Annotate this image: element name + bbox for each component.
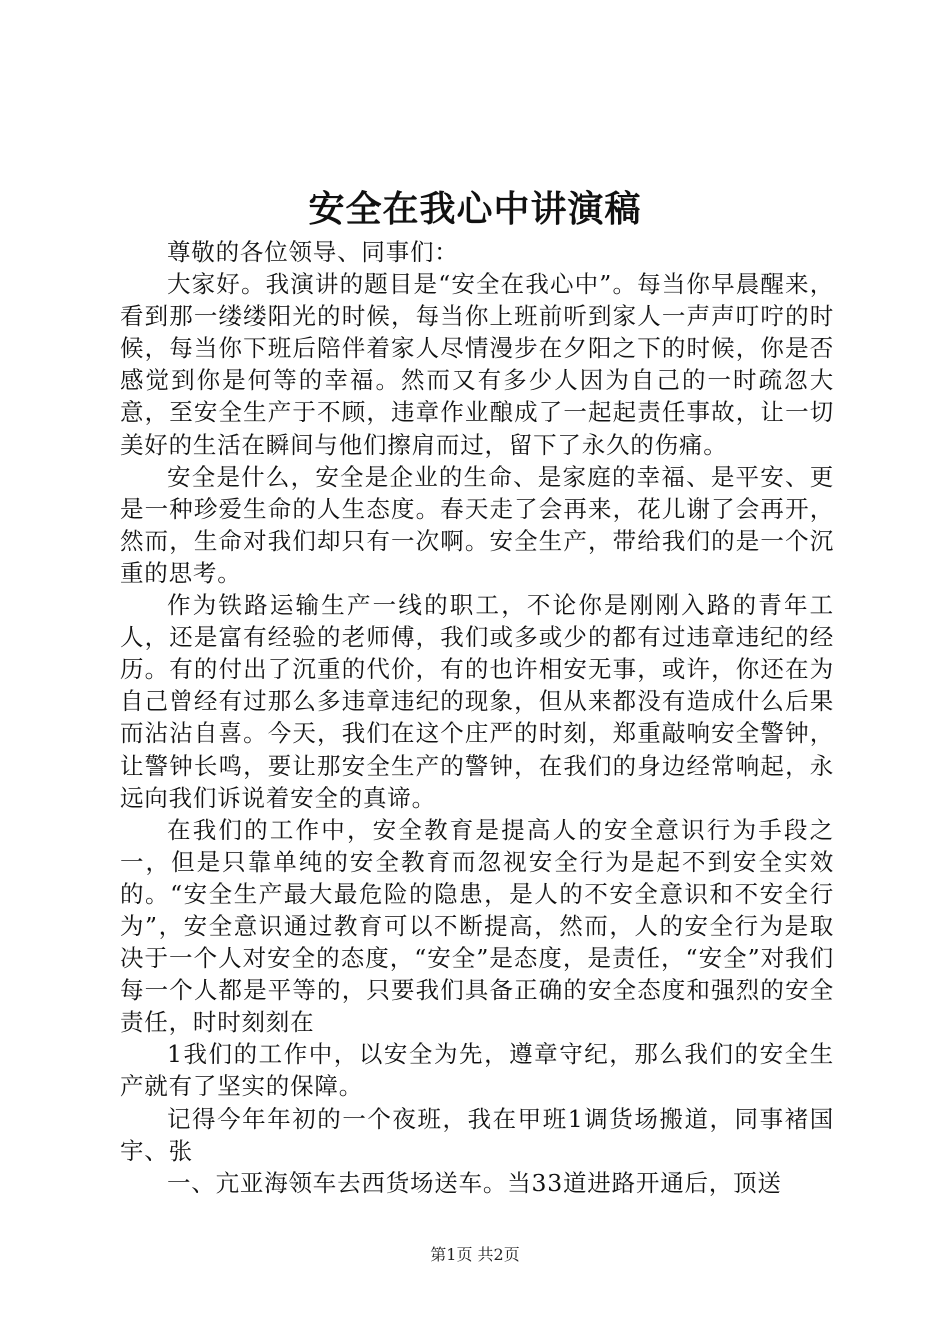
body-paragraph: 一、亢亚海领车去西货场送车。当33道进路开通后，顶送 (167, 1168, 782, 1197)
body-paragraph: 大家好。我演讲的题目是“安全在我心中”。每当你早晨醒来，看到那一缕缕阳光的时候，每当你上班前听到家人一声声叮咛的时候，每当你下班后陪伴着家人尽情漫步在夕阳之下的时候，你是否感觉到你是何等的幸福。然而又有多少人因为自己的一时疏忽大意，至安全生产于不顾，违章作业酿成了一起起责任事故，让一切美好的生活在瞬间与他们擦肩而过，留下了永久的伤痛。 (120, 270, 834, 459)
salutation-paragraph: 尊敬的各位领导、同事们： (167, 238, 459, 266)
body-paragraph: 记得今年年初的一个夜班，我在甲班1调货场搬道，同事褚国宇、张 (120, 1104, 834, 1165)
body-paragraph: 1我们的工作中，以安全为先，遵章守纪，那么我们的安全生产就有了坚实的保障。 (120, 1040, 834, 1101)
body-paragraph: 作为铁路运输生产一线的职工，不论你是刚刚入路的青年工人，还是富有经验的老师傅，我们或多或少的都有过违章违纪的经历。有的付出了沉重的代价，有的也许相安无事，或许，你还在为自己曾经有过那么多违章违纪的现象，但从来都没有造成什么后果而沾沾自喜。今天，我们在这个庄严的时刻，郑重敲响安全警钟，让警钟长鸣，要让那安全生产的警钟，在我们的身边经常响起，永远向我们诉说着安全的真谛。 (120, 591, 834, 812)
document-body (120, 236, 834, 1199)
page-number-footer: 第1页 共2页 (430, 1245, 520, 1264)
body-paragraph: 安全是什么，安全是企业的生命、是家庭的幸福、是平安、更是一种珍爱生命的人生态度。春天走了会再来，花儿谢了会再开，然而，生命对我们却只有一次啊。安全生产，带给我们的是一个沉重的思考。 (120, 462, 834, 587)
document-title: 安全在我心中讲演稿 (308, 188, 642, 230)
body-paragraph: 在我们的工作中，安全教育是提高人的安全意识行为手段之一，但是只靠单纯的安全教育而忽视安全行为是起不到安全实效的。“安全生产最大最危险的隐患，是人的不安全意识和不安全行为”，安全意识通过教育可以不断提高，然而，人的安全行为是取决于一个人对安全的态度，“安全”是态度，是责任，“安全”对我们每一个人都是平等的，只要我们具备正确的安全态度和强烈的安全责任，时时刻刻在 (120, 815, 834, 1037)
